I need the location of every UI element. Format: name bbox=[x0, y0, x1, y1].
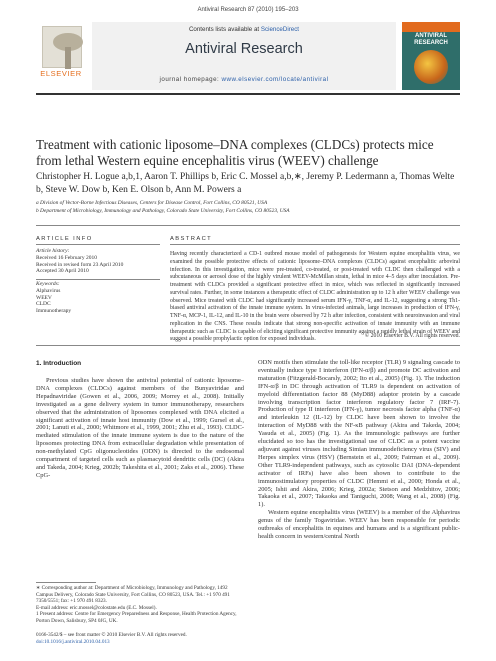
keyword: WEEV bbox=[36, 294, 52, 301]
homepage-link[interactable]: www.elsevier.com/locate/antiviral bbox=[221, 76, 329, 83]
front-matter bbox=[36, 632, 187, 645]
divider bbox=[36, 244, 160, 245]
header-rule bbox=[36, 93, 460, 95]
keywords-label: Keywords: bbox=[36, 281, 60, 287]
divider bbox=[36, 345, 460, 346]
journal-title: Antiviral Research bbox=[185, 41, 303, 57]
tree-icon bbox=[42, 26, 82, 68]
present-address: 1 Present address: Centre for Emergency Preparedness and Response, Health Protection Agency, Porton Down, Salisbury, SP4 0JG, UK. bbox=[36, 611, 237, 624]
publisher-name: ELSEVIER bbox=[40, 69, 82, 78]
issn-line: 0166-3542/$ – see front matter © 2010 Elsevier B.V. All rights reserved. bbox=[36, 632, 187, 638]
keyword: Alphavirus bbox=[36, 287, 61, 294]
paragraph: ODN motifs then stimulate the toll-like receptor (TLR) 9 signaling cascade to eventually induce type I interferon (IFN-α/β) and promote DC activation and maturation (Fitzgerald-Bocarsly, 2002; Ito et al., 2005) (Fig. 1). The induction IFN-α/β in DC through activation of TLR9 is dependent on activation of myeloid differentiation factor 88 (MyD88) adaptor protein by a cascade involving transcription factor interferon regulatory factor 7 (IRF-7). Production of type II interferon (IFN-γ), tumor necrosis factor alpha (TNF-α) and interleukin 12 (IL-12) by CLDC have been shown to involve the interaction of MyD88 with the NF-κB pathway (Akira and Takeda, 2004; Yasuda et al., 2005) (Fig. 1). As the immunologic pathways are further elucidated so too has the investigational use of CLDC as a potent vaccine adjuvant against viruses including Simian immunodeficiency virus (SIV) and Herpes simplex virus (HSV) (Bernstein et al., 2009; Fairman et al., 2009). Other TLR9-independent pathways, such as cytosolic DAI (DNA-dependent activator of IRFs) have also been shown to contribute to the immunostimulatory properties of CLDC (Hemmi et al., 2000; Honda et al., 2005; Ishii and Akira, 2006; Krieg, 2002a; Stetson and Medzhitov, 2006; Takaoka et al., 2007; Takaoka and Taniguchi, 2008; Wang et al., 2008) (Fig. 1). bbox=[258, 359, 460, 509]
journal-cover-image bbox=[402, 22, 460, 90]
email-address: E-mail address: eric.mossel@colostate.edu (E.C. Mossel). bbox=[36, 604, 157, 611]
divider bbox=[170, 244, 460, 245]
history-received: Received 16 February 2010 bbox=[36, 254, 97, 261]
doi-link[interactable]: doi:10.1016/j.antiviral.2010.04.013 bbox=[36, 638, 110, 645]
divider bbox=[36, 279, 160, 280]
article-info-heading: ARTICLE INFO bbox=[36, 236, 93, 242]
paragraph: Previous studies have shown the antiviral potential of cationic liposome–DNA complexes (CLDCs) against members of the Bunyaviridae and Hepadnaviridae (Gowen et al., 2006, 2009; Morrey et al., 2008). Initially investigated as a gene delivery system in tumor immunotherapy, researchers observed that the administration of liposomes complexed with DNA elicited a significant activation of innate host immunity (Dow et al., 1999; Gursel et al., 2001; Lanuti et al., 2000; Whitmore et al., 1999, 2001; Zhu et al., 1993). CLDC-mediated stimulation of the innate immune system is due to the nature of the liposomes protecting DNA from extracellular degradation while presentation of non-methylated CpG oligonucleotides (ODN) is directed to the endosomal compartment of targeted cells such as plasmacytoid dendritic cells (DC) (Akira and Takeda, 2004; Krieg, 2002b; Takeshita et al., 2001; Zaks et al., 2006). These CpG- bbox=[36, 377, 244, 479]
abstract-text: Having recently characterized a CD-1 outbred mouse model of pathogenesis for Western equine encephalitis virus, we examined the possible protective effects of cationic liposome–DNA complexes (CLDCs) against encephalitic arboviral infection. In this investigation, mice were pre-treated, co-treated, or post-treated with CLDC then challenged with a subcutaneous or aerosol dose of the highly virulent WEEV-McMillan strain, lethal in mice 4–5 days after inoculation. Pre-treatment with CLDCs provided a significant protective effect in mice, which was reflected in significantly increased survival rates. Further, in some instances a therapeutic effect of CLDC administration up to 12 h after WEEV challenge was observed. Mice treated with CLDC had significantly increased serum IFN-γ, TNF-α, and IL-12, suggesting a strong Th1-biased antiviral activation of the innate immune system. In virus-infected animals, large increases in production of IFN-γ, TNF-α, MCP-1, IL-12, and IL-10 in the brain were observed by 72 h after infection, consistent with neuroinvasion and viral replication in the CNS. These results indicate that strong non-specific activation of innate immunity with an immune therapeutic such as CLDC is capable of eliciting significant protective immunity against a rapidly lethal strain of WEEV and suggest a possible prophylactic option for exposed individuals. bbox=[170, 251, 460, 343]
cover-title: ANTIVIRAL RESEARCH bbox=[414, 33, 448, 46]
abstract-heading: ABSTRACT bbox=[170, 236, 213, 242]
journal-homepage: journal homepage: www.elsevier.com/locate/antiviral bbox=[159, 76, 329, 83]
footnote-rule bbox=[36, 582, 96, 583]
history-label: Article history: bbox=[36, 248, 70, 254]
section-heading: 1. Introduction bbox=[36, 360, 82, 367]
sciencedirect-link[interactable]: ScienceDirect bbox=[260, 26, 300, 33]
history-accepted: Accepted 30 April 2010 bbox=[36, 268, 89, 275]
article-title: Treatment with cationic liposome–DNA complexes (CLDCs) protects mice from lethal Western equine encephalitis virus (WEEV) challenge bbox=[36, 137, 434, 168]
keyword: CLDC bbox=[36, 301, 51, 308]
affiliations bbox=[36, 200, 460, 215]
right-column bbox=[258, 359, 460, 541]
keywords bbox=[36, 281, 71, 315]
running-header: Antiviral Research 87 (2010) 195–203 bbox=[197, 7, 299, 13]
elsevier-logo bbox=[36, 22, 86, 88]
left-column bbox=[36, 377, 244, 480]
contents-line: Contents lists available at ScienceDirect bbox=[188, 26, 300, 33]
affiliation-a: a Division of Vector-Borne Infectious Diseases, Centers for Disease Control, Fort Collins, CO 80521, USA bbox=[36, 200, 268, 206]
affiliation-b: b Department of Microbiology, Immunology and Pathology, Colorado State University, Fort Collins, CO 80523, USA bbox=[36, 207, 290, 214]
history-revised: Received in revised form 23 April 2010 bbox=[36, 261, 124, 268]
journal-header bbox=[36, 22, 460, 90]
author-list: Christopher H. Logue a,b,1, Aaron T. Phillips b, Eric C. Mossel a,b,∗, Jeremy P. Ledermann a, Thomas Welte b, Steve W. Dow b, Ken E. Olson b, Ann M. Powers a bbox=[36, 172, 455, 195]
article-history bbox=[36, 248, 123, 275]
journal-banner bbox=[92, 22, 396, 90]
divider bbox=[36, 225, 460, 226]
keyword: Immunotherapy bbox=[36, 308, 72, 315]
abstract-copyright: © 2010 Elsevier B.V. All rights reserved. bbox=[364, 333, 460, 339]
footnotes bbox=[36, 585, 244, 625]
corresponding-author: ∗ Corresponding author at: Department of Microbiology, Immunology and Pathology, 1492 Campus Delivery, Colorado State University, Fort Collins, CO 80523, USA. Tel.: +1 970 491 7350/5551; fax: +1 970 491 8323. bbox=[36, 585, 230, 605]
paragraph: Western equine encephalitis virus (WEEV) is a member of the Alphavirus genus of the family Togaviridae. WEEV has been responsible for periodic outbreaks of encephalitis in equines and humans and is a significant public-health concern in western/central North bbox=[258, 509, 460, 540]
